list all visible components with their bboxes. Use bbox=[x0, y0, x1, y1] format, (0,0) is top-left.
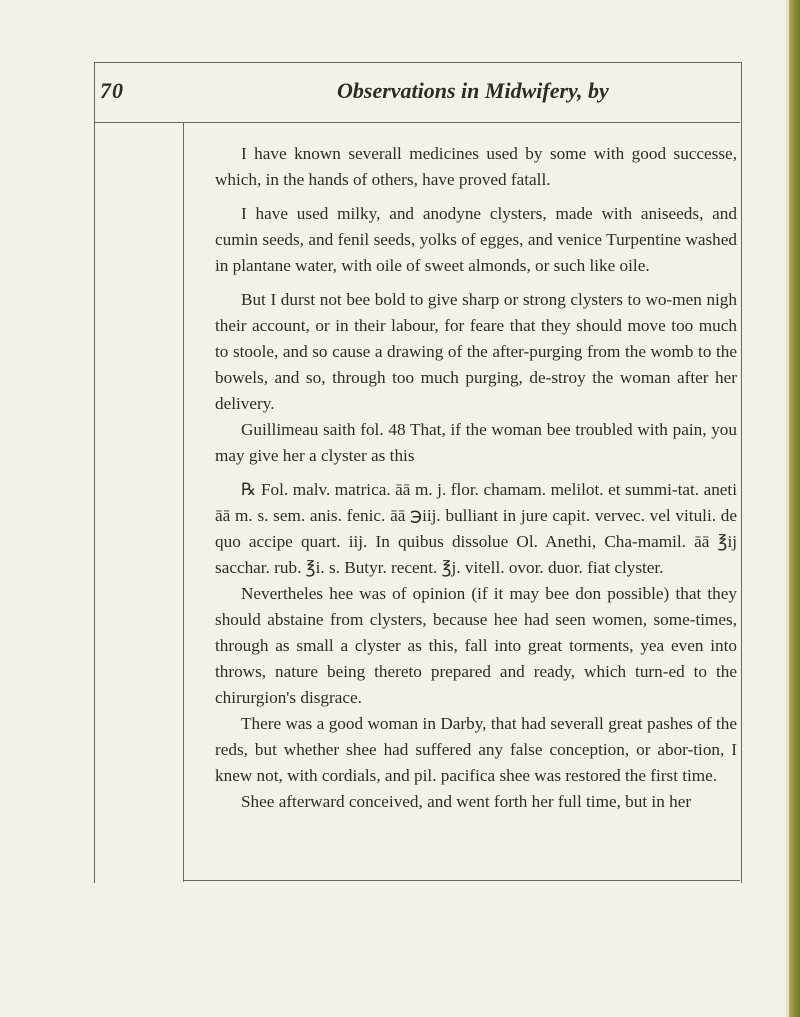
margin-rule bbox=[183, 122, 184, 882]
page-header bbox=[94, 62, 740, 126]
paragraph-1: I have known severall medicines used by some with good successe, which, in the hands of others, have proved fatall. bbox=[215, 144, 737, 189]
paragraph-3: But I durst not bee bold to give sharp or strong clysters to wo-men nigh their account, or in their labour, for feare that they should move too much to stoole, and so cause a drawing of the after-purging from the womb to the bowels, and so, through too much purging, de-stroy the woman after her delivery. bbox=[215, 290, 737, 413]
page-edge bbox=[786, 0, 800, 1017]
paragraph-5: ℞ Fol. malv. matrica. āā m. j. flor. chamam. melilot. et summi-tat. aneti āā m. s. sem. anis. fenic. āā ℈iij. bulliant in jure capit. vervec. vel vituli. de quo accipe quart. iij. In quibus dissolue Ol. Anethi, Cha-mamil. āā ℥ij sacchar. rub. ℥i. s. Butyr. recent. ℥j. vitell. ovor. duor. fiat clyster. bbox=[215, 480, 737, 577]
header-rule bbox=[94, 122, 740, 123]
paragraph-6: Nevertheles hee was of opinion (if it may bee don possible) that they should abstaine from clysters, because hee had seen women, some-times, through as small a clyster as this, fall into great torments, yea even into throws, nature being thereto prepared and ready, which turn-ed to the chirurgion's disgrace. bbox=[215, 584, 737, 707]
paragraph-7: There was a good woman in Darby, that had severall great pashes of the reds, but whether shee had suffered any false conception, or abor-tion, I knew not, with cordials, and pil. pacifica shee was restored the first time. bbox=[215, 714, 737, 785]
page-number: 70 bbox=[100, 78, 124, 103]
paragraph-8: Shee afterward conceived, and went forth her full time, but in her bbox=[241, 792, 692, 811]
paragraph-4: Guillimeau saith fol. 48 That, if the woman bee troubled with pain, you may give her a clyster as this bbox=[215, 420, 737, 465]
paragraph-2: I have used milky, and anodyne clysters, made with aniseeds, and cumin seeds, and fenil seeds, yolks of egges, and venice Turpentine washed in plantane water, with oile of sweet almonds, or such like oile. bbox=[215, 204, 737, 275]
running-title: Observations in Midwifery, by bbox=[337, 78, 609, 103]
body-text bbox=[215, 141, 737, 815]
bottom-rule bbox=[183, 880, 740, 881]
